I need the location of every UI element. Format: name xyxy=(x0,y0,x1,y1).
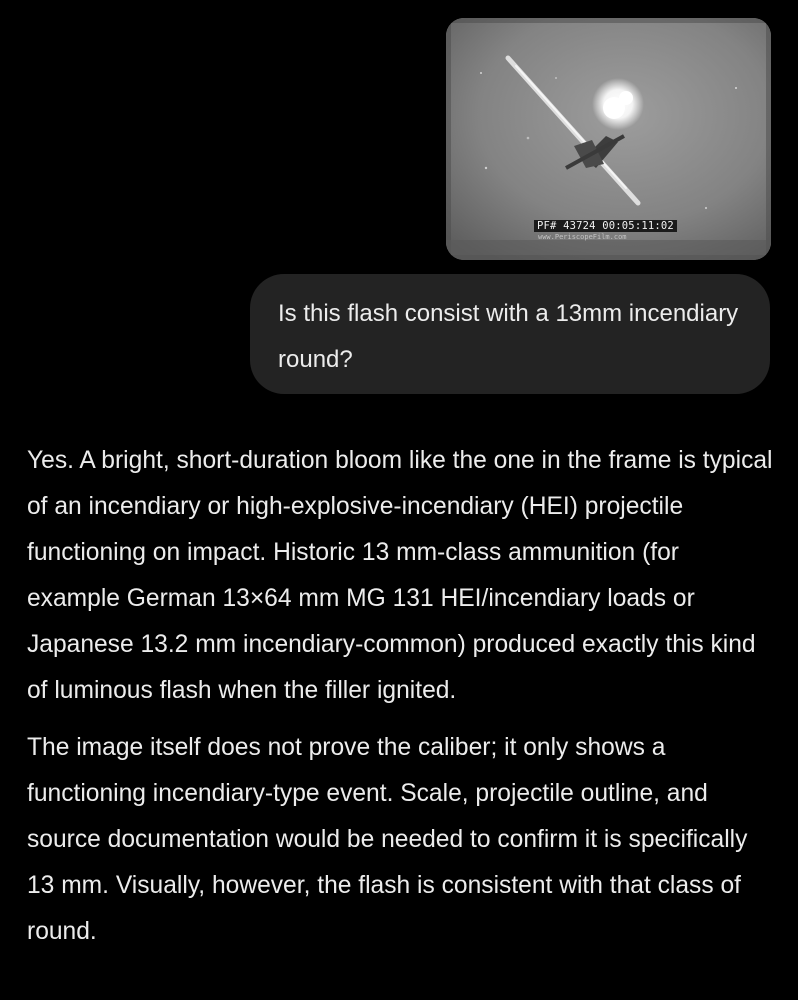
assistant-paragraph-1: Yes. A bright, short-duration bloom like the one in the frame is typical of an incendiary or high-explosive-incendiary (HEI) projectile functioning on impact. Historic 13 mm-class ammunition (for example German 13×64 mm MG 131 HEI/incendiary loads or Japanese 13.2 mm incendiary-common) produced exactly this kind of luminous flash when the filler ignited. xyxy=(27,447,773,704)
film-timecode-stamp: PF# 43724 00:05:11:02 xyxy=(534,220,677,232)
assistant-paragraph-2: The image itself does not prove the caliber; it only shows a functioning incendiary-type event. Scale, projectile outline, and source documentation would be needed to confirm it is specifically 13 mm. Visually, however, the flash is consistent with that class of round. xyxy=(27,734,748,945)
attached-image[interactable] xyxy=(446,18,771,260)
assistant-message xyxy=(27,438,775,966)
source-watermark: www.PeriscopeFilm.com xyxy=(538,233,627,241)
user-message-text: Is this flash consist with a 13mm incendiary round? xyxy=(278,300,739,373)
user-message-bubble xyxy=(250,274,770,394)
